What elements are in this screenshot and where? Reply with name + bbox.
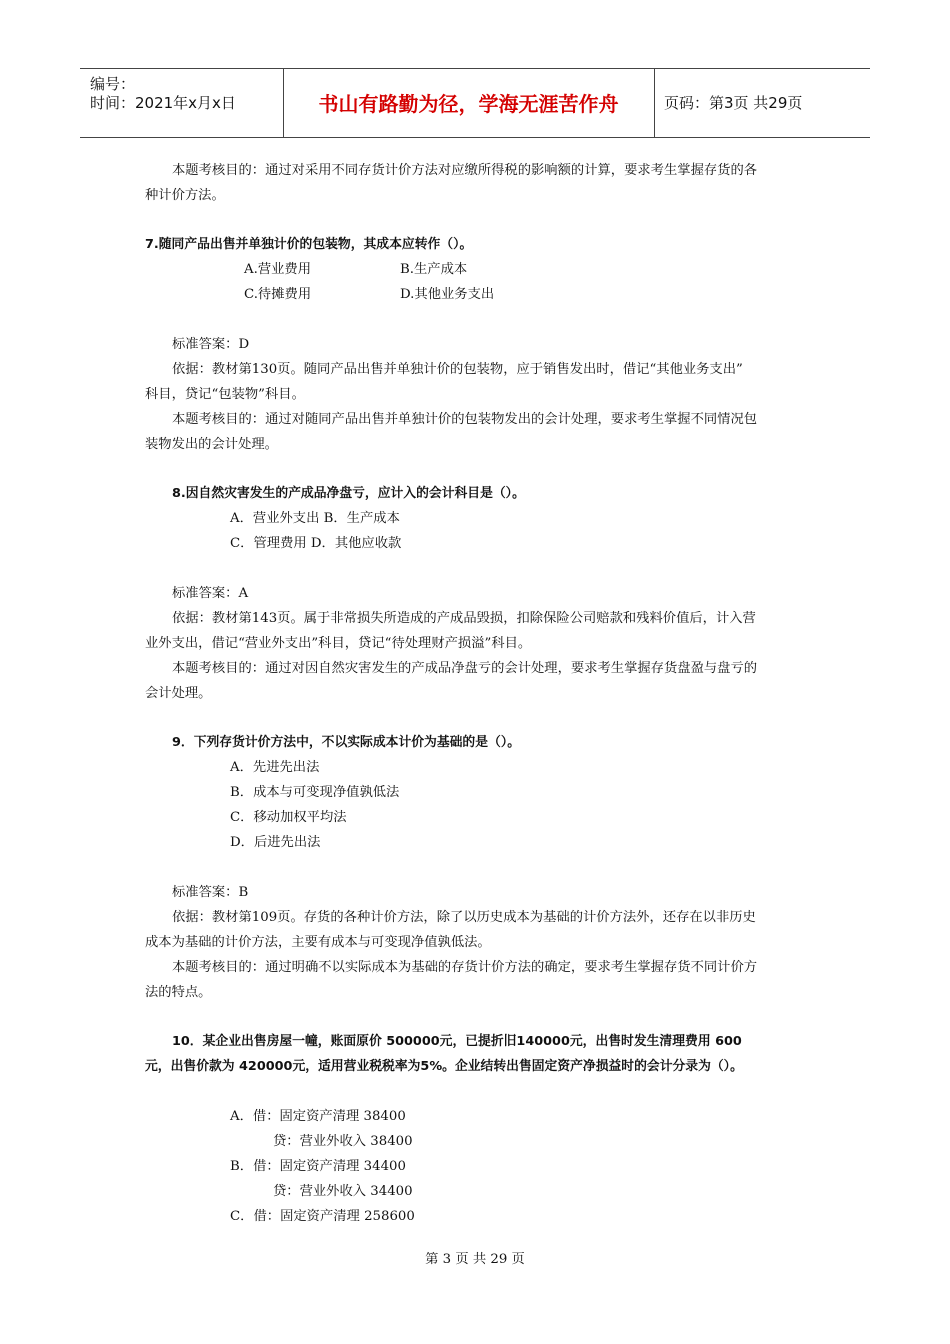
option-d: D.其他业务支出 bbox=[400, 287, 495, 302]
page-footer bbox=[0, 1248, 950, 1267]
paragraph-line: 业外支出，借记“营业外支出”科目，贷记“待处理财产损溢”科目。 bbox=[145, 636, 532, 651]
question-7-title: 7.随同产品出售并单独计价的包装物，其成本应转作（）。 bbox=[145, 237, 473, 252]
question-8-title: 8.因自然灾害发生的产成品净盘亏，应计入的会计科目是（）。 bbox=[172, 486, 525, 501]
paragraph-line: 本题考核目的：通过对因自然灾害发生的产成品净盘亏的会计处理，要求考生掌握存货盘盈与盘亏的 bbox=[172, 661, 758, 676]
standard-answer: 标准答案：B bbox=[172, 885, 249, 900]
options-ab: A．营业外支出 B．生产成本 bbox=[230, 511, 400, 526]
option-b: B.生产成本 bbox=[400, 262, 468, 277]
paragraph-line: 法的特点。 bbox=[145, 985, 212, 1000]
paragraph-line: 本题考核目的：通过对采用不同存货计价方法对应缴所得税的影响额的计算，要求考生掌握存货的各 bbox=[172, 163, 758, 178]
option-c-debit: C．借：固定资产清理 258600 bbox=[230, 1209, 415, 1224]
question-10-title: 10．某企业出售房屋一幢，账面原价 500000元，已提折旧140000元，出售时发生清理费用 600 bbox=[172, 1034, 742, 1049]
paragraph-line: 本题考核目的：通过明确不以实际成本为基础的存货计价方法的确定，要求考生掌握存货不同计价方 bbox=[172, 960, 758, 975]
page-header bbox=[80, 68, 870, 138]
option-a: A．先进先出法 bbox=[230, 760, 320, 775]
option-b-debit: B．借：固定资产清理 34400 bbox=[230, 1159, 406, 1174]
header-meta-cell bbox=[80, 69, 284, 137]
paragraph-line: 依据：教材第143页。属于非常损失所造成的产成品毁损，扣除保险公司赔款和残料价值后，计入营 bbox=[172, 611, 756, 626]
option-c: C．移动加权平均法 bbox=[230, 810, 347, 825]
options-cd: C．管理费用 D．其他应收款 bbox=[230, 536, 402, 551]
option-a-debit: A．借：固定资产清理 38400 bbox=[230, 1109, 406, 1124]
header-motto: 书山有路勤为径，学海无涯苦作舟 bbox=[283, 69, 655, 137]
paragraph-line: 科目，贷记“包装物”科目。 bbox=[145, 387, 305, 402]
option-c: C.待摊费用 bbox=[244, 287, 312, 302]
time-label: 时间：2021年x月x日 bbox=[90, 94, 236, 112]
question-9-title: 9．下列存货计价方法中，不以实际成本计价为基础的是（）。 bbox=[172, 735, 521, 750]
header-page-info: 页码：第3页 共29页 bbox=[664, 94, 803, 112]
paragraph-line: 依据：教材第130页。随同产品出售并单独计价的包装物，应于销售发出时，借记“其他业务支出” bbox=[172, 362, 743, 377]
paragraph-line: 依据：教材第109页。存货的各种计价方法，除了以历史成本为基础的计价方法外，还存在以非历史 bbox=[172, 910, 756, 925]
option-b: B．成本与可变现净值孰低法 bbox=[230, 785, 400, 800]
paragraph-line: 会计处理。 bbox=[145, 686, 212, 701]
question-10-title-cont: 元，出售价款为 420000元，适用营业税税率为5%。企业结转出售固定资产净损益时的会计分录为（）。 bbox=[145, 1059, 743, 1074]
footer-page-number: 第 3 页 共 29 页 bbox=[425, 1252, 525, 1267]
paragraph-line: 本题考核目的：通过对随同产品出售并单独计价的包装物发出的会计处理，要求考生掌握不同情况包 bbox=[172, 412, 758, 427]
option-a-credit: 贷：营业外收入 38400 bbox=[273, 1134, 413, 1149]
option-b-credit: 贷：营业外收入 34400 bbox=[273, 1184, 413, 1199]
paragraph-line: 成本为基础的计价方法，主要有成本与可变现净值孰低法。 bbox=[145, 935, 491, 950]
number-label: 编号： bbox=[90, 75, 136, 93]
paragraph-line: 装物发出的会计处理。 bbox=[145, 437, 278, 452]
option-a: A.营业费用 bbox=[244, 262, 312, 277]
option-d: D．后进先出法 bbox=[230, 835, 321, 850]
standard-answer: 标准答案：A bbox=[172, 586, 249, 601]
paragraph-line: 种计价方法。 bbox=[145, 188, 225, 203]
standard-answer: 标准答案：D bbox=[172, 337, 250, 352]
